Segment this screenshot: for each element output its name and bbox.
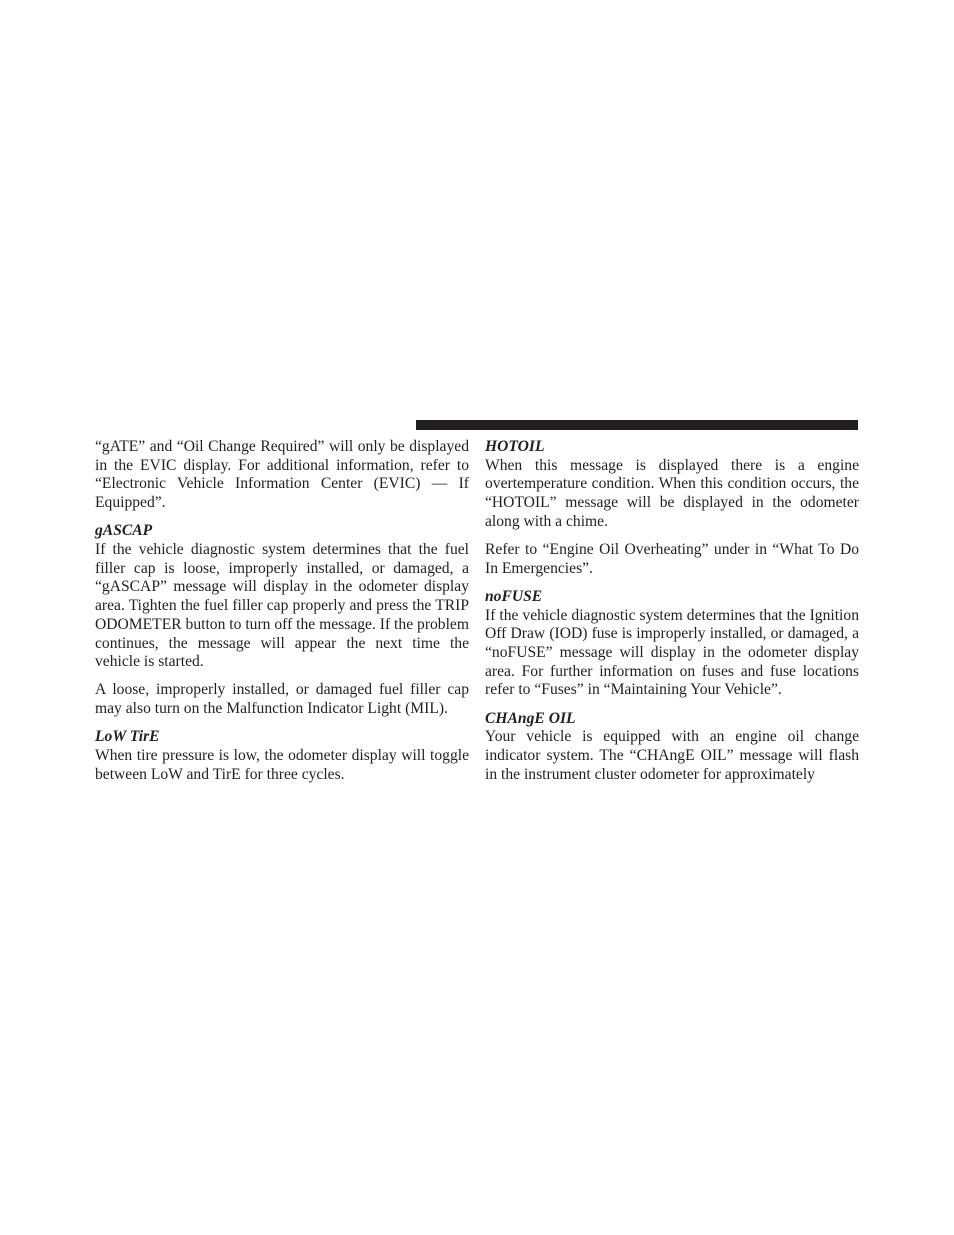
hotoil-paragraph-1: When this message is displayed there is a engine overtemperature condition. When this condition occurs, the “HOTOIL” message will be displayed in the odometer along with a chime. xyxy=(485,456,859,530)
change-oil-heading: CHAngE OIL xyxy=(485,709,576,727)
gascap-paragraph-1: If the vehicle diagnostic system determines that the fuel filler cap is loose, improperly installed, or damaged, a “gASCAP” message will display in the odometer display area. Tighten the fuel filler cap properly and press the TRIP ODOMETER button to turn off the message. If the problem continues, the message will appear the next time the vehicle is started. xyxy=(95,541,469,671)
right-column xyxy=(485,438,859,794)
left-column xyxy=(95,438,469,794)
hotoil-heading: HOTOIL xyxy=(485,438,545,455)
gascap-heading: gASCAP xyxy=(95,522,153,540)
gascap-paragraph-2: A loose, improperly installed, or damaged fuel filler cap may also turn on the Malfunction Indicator Light (MIL). xyxy=(95,681,469,718)
hotoil-paragraph-2: Refer to “Engine Oil Overheating” under in “What To Do In Emergencies”. xyxy=(485,541,859,577)
low-tire-heading: LoW TirE xyxy=(95,728,160,746)
low-tire-paragraph: When tire pressure is low, the odometer display will toggle between LoW and TirE for three cycles. xyxy=(95,747,469,783)
intro-paragraph: “gATE” and “Oil Change Required” will only be displayed in the EVIC display. For additional information, refer to “Electronic Vehicle Information Center (EVIC) — If Equipped”. xyxy=(95,438,469,512)
section-header-bar xyxy=(416,420,858,430)
change-oil-paragraph: Your vehicle is equipped with an engine oil change indicator system. The “CHAngE OIL” message will flash in the instrument cluster odometer for approximately xyxy=(485,728,859,783)
nofuse-paragraph: If the vehicle diagnostic system determines that the Ignition Off Draw (IOD) fuse is improperly installed, or damaged, a “noFUSE” message will display in the odometer display area. For further information on fuses and fuse locations refer to “Fuses” in “Maintaining Your Vehicle”. xyxy=(485,606,859,699)
nofuse-heading: noFUSE xyxy=(485,587,543,605)
